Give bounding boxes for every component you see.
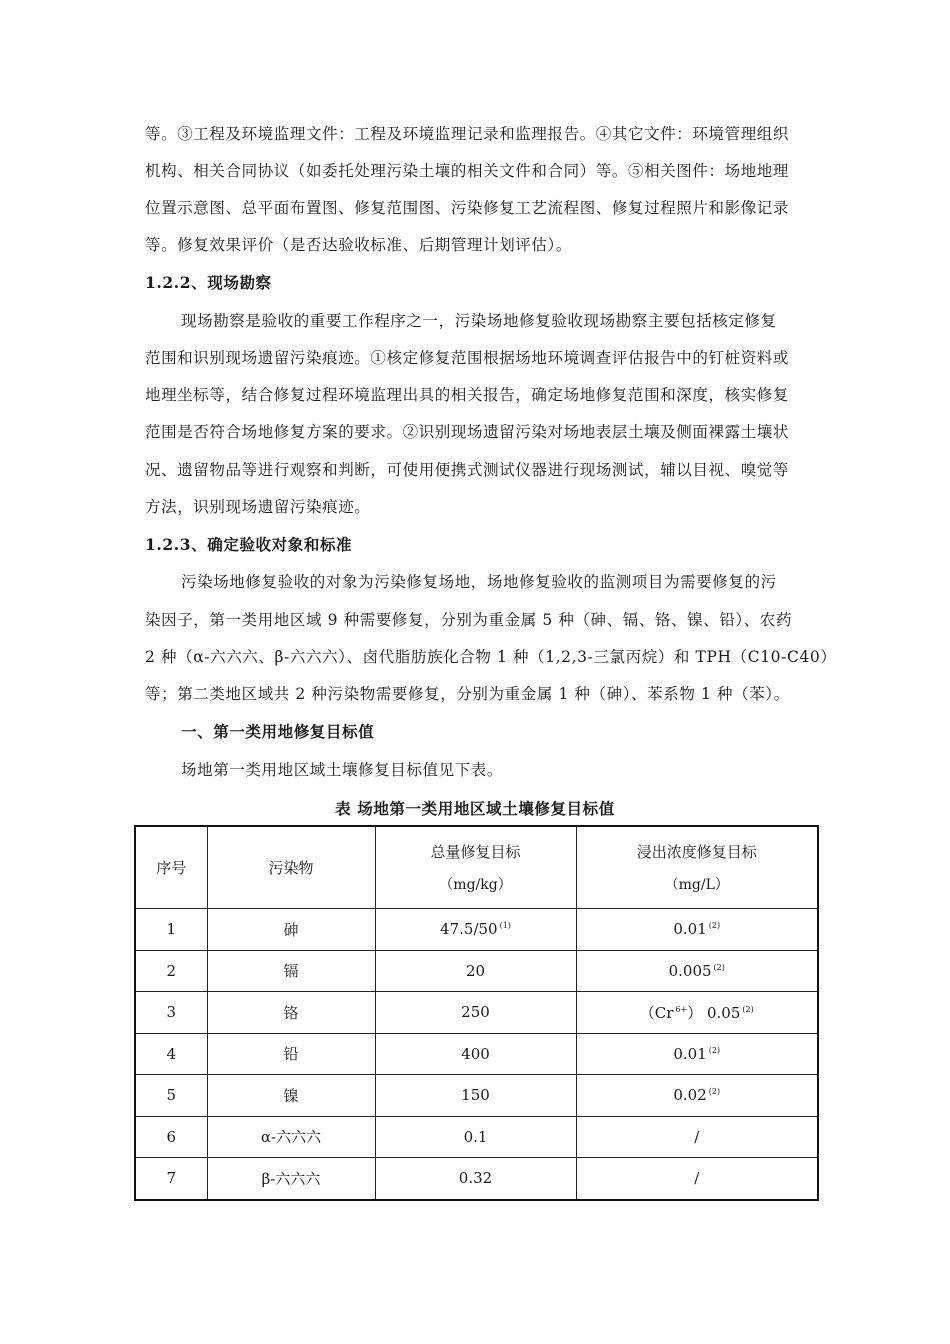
cell-total [375, 1033, 576, 1075]
paragraph-line: 场地第一类用地区域土壤修复目标值见下表。 [181, 761, 504, 779]
cell-seq: 3 [135, 992, 207, 1034]
table-row [135, 1116, 818, 1158]
header-total-unit: （mg/kg） [439, 877, 512, 893]
header-total-label: 总量修复目标 [430, 843, 521, 861]
cell-leach [576, 1033, 818, 1075]
cell-seq: 7 [135, 1158, 207, 1200]
cell-total [375, 909, 576, 951]
table-header-row [135, 826, 818, 909]
cell-pollutant: 镍 [207, 1075, 375, 1117]
table-row [135, 909, 818, 951]
total-value: 400 [461, 1044, 490, 1063]
leach-value: 0.02 [673, 1086, 707, 1105]
cell-total [375, 1075, 576, 1117]
leach-value: 0.01 [673, 920, 707, 939]
leach-value: 0.01 [673, 1044, 707, 1063]
footnote-mark: (1) [499, 921, 511, 931]
cell-total [375, 992, 576, 1034]
leach-value: 0.05 [707, 1003, 741, 1022]
total-value: 150 [461, 1086, 490, 1105]
leach-prefix-close: ） [687, 1003, 703, 1022]
paragraph-line: 位置示意图、总平面布置图、修复范围图、污染修复工艺流程图、修复过程照片和影像记录 [145, 199, 790, 217]
cell-pollutant: 镉 [207, 950, 375, 992]
cell-leach [576, 950, 818, 992]
cell-seq: 5 [135, 1075, 207, 1117]
cell-pollutant: α-六六六 [207, 1116, 375, 1158]
cell-total [375, 950, 576, 992]
table-row [135, 1075, 818, 1117]
table-row [135, 1033, 818, 1075]
paragraph-line: 方法，识别现场遗留污染痕迹。 [145, 498, 371, 516]
header-total-target [375, 826, 576, 909]
footnote-mark: (2) [708, 1045, 721, 1055]
cell-leach [576, 992, 818, 1034]
section-heading-1-2-3: 1.2.3、确定验收对象和标准 [145, 535, 353, 554]
total-value: 20 [465, 961, 486, 980]
cell-seq: 6 [135, 1116, 207, 1158]
table-caption: 表 场地第一类用地区域土壤修复目标值 [335, 799, 615, 818]
cell-leach: / [576, 1116, 818, 1158]
footnote-mark: (2) [742, 1004, 754, 1014]
cell-leach: / [576, 1158, 818, 1200]
cell-seq: 4 [135, 1033, 207, 1075]
footnote-mark: (2) [708, 1087, 721, 1097]
subsection-heading: 一、第一类用地修复目标值 [181, 722, 375, 741]
paragraph-line: 范围和识别现场遗留污染痕迹。①核定修复范围根据场地环境调查评估报告中的钉桩资料或 [145, 349, 790, 367]
leach-prefix: （Cr [639, 1003, 674, 1022]
section-heading-1-2-2: 1.2.2、现场勘察 [145, 273, 272, 292]
valence-mark: 6+ [675, 1004, 688, 1014]
header-leach-unit: （mg/L） [664, 877, 729, 893]
cell-pollutant: 砷 [207, 909, 375, 951]
paragraph-line: 等。③工程及环境监理文件：工程及环境监理记录和监理报告。④其它文件：环境管理组织 [145, 125, 790, 143]
paragraph-line: 范围是否符合场地修复方案的要求。②识别现场遗留污染对场地表层土壤及侧面裸露土壤状 [145, 423, 790, 441]
paragraph-line: 机构、相关合同协议（如委托处理污染土壤的相关文件和合同）等。⑤相关图件：场地地理 [145, 162, 790, 180]
cell-total: 0.32 [375, 1158, 576, 1200]
footnote-mark: (2) [708, 921, 721, 931]
footnote-mark: (2) [713, 962, 725, 972]
cell-total: 0.1 [375, 1116, 576, 1158]
paragraph-line: 现场勘察是验收的重要工作程序之一，污染场地修复验收现场勘察主要包括核定修复 [181, 312, 777, 330]
table-row [135, 1158, 818, 1200]
paragraph-line: 等。修复效果评价（是否达验收标准、后期管理计划评估）。 [145, 236, 572, 254]
paragraph-line: 地理坐标等，结合修复过程环境监理出具的相关报告，确定场地修复范围和深度，核实修复 [145, 386, 790, 404]
header-pollutant: 污染物 [207, 826, 375, 909]
cell-pollutant: 铅 [207, 1033, 375, 1075]
paragraph-line: 况、遗留物品等进行观察和判断，可使用便携式测试仪器进行现场测试，辅以目视、嗅觉等 [145, 461, 790, 479]
cell-seq: 1 [135, 909, 207, 951]
paragraph-line: 2 种（α-六六六、β-六六六）、卤代脂肪族化合物 1 种（1,2,3-三氯丙烷）和 TPH（C10-C40） [145, 648, 837, 666]
cell-seq: 2 [135, 950, 207, 992]
table-row [135, 992, 818, 1034]
paragraph-line: 染因子，第一类用地区域 9 种需要修复，分别为重金属 5 种（砷、镉、铬、镍、铅）、农药 [145, 611, 793, 629]
paragraph-line: 污染场地修复验收的对象为污染修复场地，场地修复验收的监测项目为需要修复的污 [181, 573, 777, 591]
total-value: 250 [461, 1003, 490, 1022]
cell-pollutant: β-六六六 [207, 1158, 375, 1200]
total-value: 47.5/50 [440, 920, 498, 939]
header-leach-label: 浸出浓度修复目标 [636, 843, 757, 861]
paragraph-line: 等；第二类地区域共 2 种污染物需要修复，分别为重金属 1 种（砷）、苯系物 1 种（苯）。 [145, 685, 790, 703]
header-leach-target [576, 826, 818, 909]
header-seq: 序号 [135, 826, 207, 909]
table-row [135, 950, 818, 992]
cell-leach [576, 909, 818, 951]
cell-leach [576, 1075, 818, 1117]
leach-value: 0.005 [668, 961, 712, 980]
remediation-target-table [134, 825, 819, 1201]
cell-pollutant: 铬 [207, 992, 375, 1034]
